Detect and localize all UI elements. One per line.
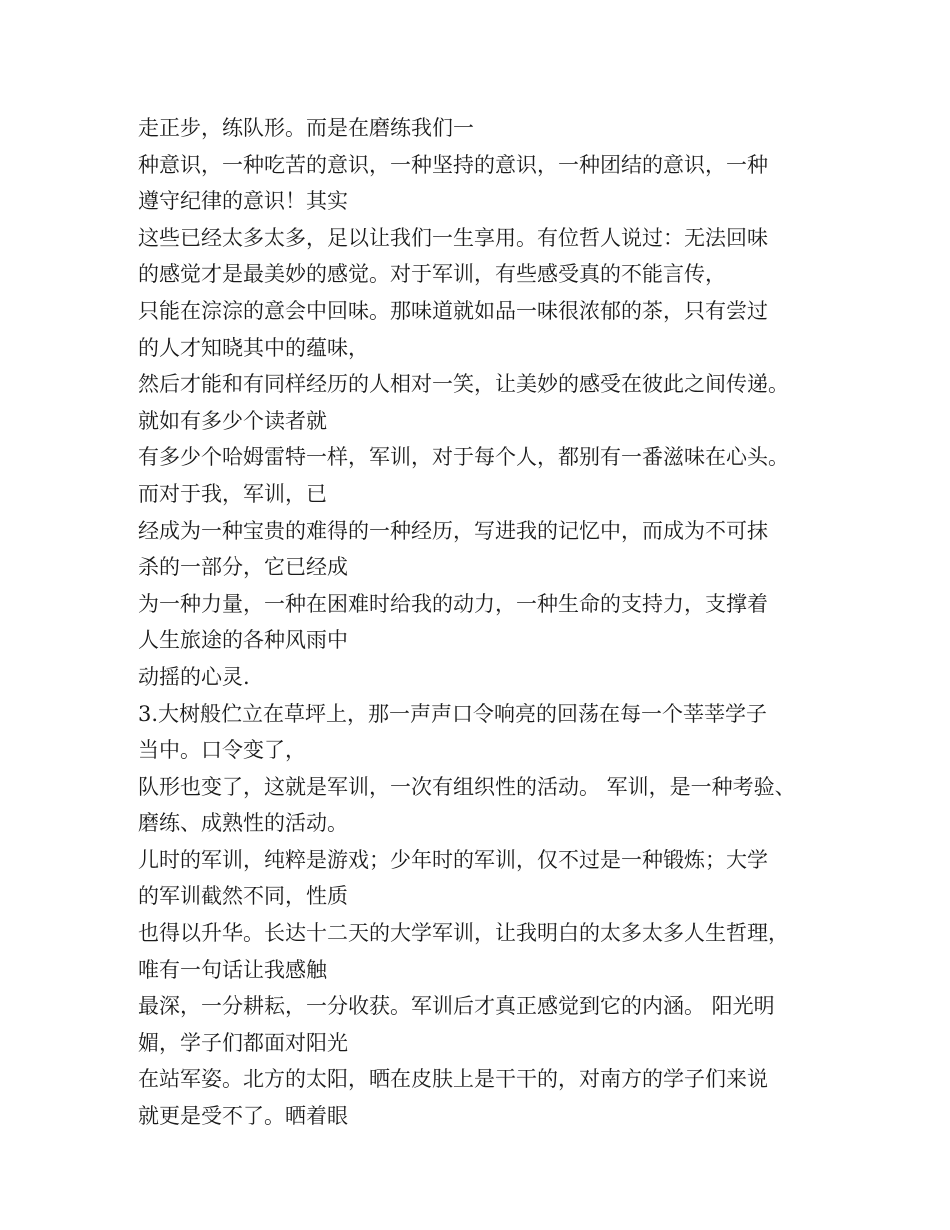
text-line: 3.大树般伫立在草坪上，那一声声口令响亮的回荡在每一个莘莘学子: [138, 701, 768, 726]
text-line: 只能在淙淙的意会中回味。那味道就如品一味很浓郁的茶，只有尝过: [138, 298, 768, 323]
text-line: 当中。口令变了，: [138, 738, 306, 763]
text-line: 的军训截然不同，性质: [138, 884, 348, 909]
text-line: 队形也变了，这就是军训，一次有组织性的活动。 军训，是一种考验、: [138, 774, 796, 799]
text-line: 经成为一种宝贵的难得的一种经历，写进我的记忆中，而成为不可抹: [138, 518, 768, 543]
text-line: 儿时的军训，纯粹是游戏；少年时的军训，仅不过是一种锻炼；大学: [138, 847, 768, 872]
text-line: 人生旅途的各种风雨中: [138, 628, 348, 653]
text-line: 有多少个哈姆雷特一样，军训，对于每个人，都别有一番滋味在心头。: [138, 445, 789, 470]
text-line: 磨练、成熟性的活动。: [138, 811, 348, 836]
text-line: 在站军姿。北方的太阳，晒在皮肤上是干干的，对南方的学子们来说: [138, 1067, 768, 1092]
text-line: 就如有多少个读者就: [138, 408, 327, 433]
text-line: 杀的一部分，它已经成: [138, 555, 348, 580]
text-line: 的人才知晓其中的蕴味，: [138, 335, 369, 360]
document-body: [138, 110, 838, 1135]
text-line: 也得以升华。长达十二天的大学军训，让我明白的太多太多人生哲理，: [138, 921, 789, 946]
text-line: 遵守纪律的意识！其实: [138, 189, 348, 214]
text-line: 这些已经太多太多，足以让我们一生享用。有位哲人说过：无法回味: [138, 225, 768, 250]
text-line: 唯有一句话让我感触: [138, 957, 327, 982]
text-line: 媚，学子们都面对阳光: [138, 1030, 348, 1055]
text-line: 种意识，一种吃苦的意识，一种坚持的意识，一种团结的意识，一种: [138, 152, 768, 177]
text-line: 最深，一分耕耘，一分收获。军训后才真正感觉到它的内涵。 阳光明: [138, 994, 775, 1019]
text-line: 走正步，练队形。而是在磨练我们一: [138, 116, 474, 140]
text-line: 动摇的心灵.: [138, 664, 250, 689]
text-line: 的感觉才是最美妙的感觉。对于军训，有些感受真的不能言传，: [138, 262, 726, 287]
text-line: 为一种力量，一种在困难时给我的动力，一种生命的支持力，支撑着: [138, 591, 768, 616]
text-line: 而对于我，军训，已: [138, 481, 327, 506]
text-line: 然后才能和有同样经历的人相对一笑，让美妙的感受在彼此之间传递。: [138, 372, 789, 397]
text-line: 就更是受不了。晒着眼: [138, 1104, 348, 1129]
